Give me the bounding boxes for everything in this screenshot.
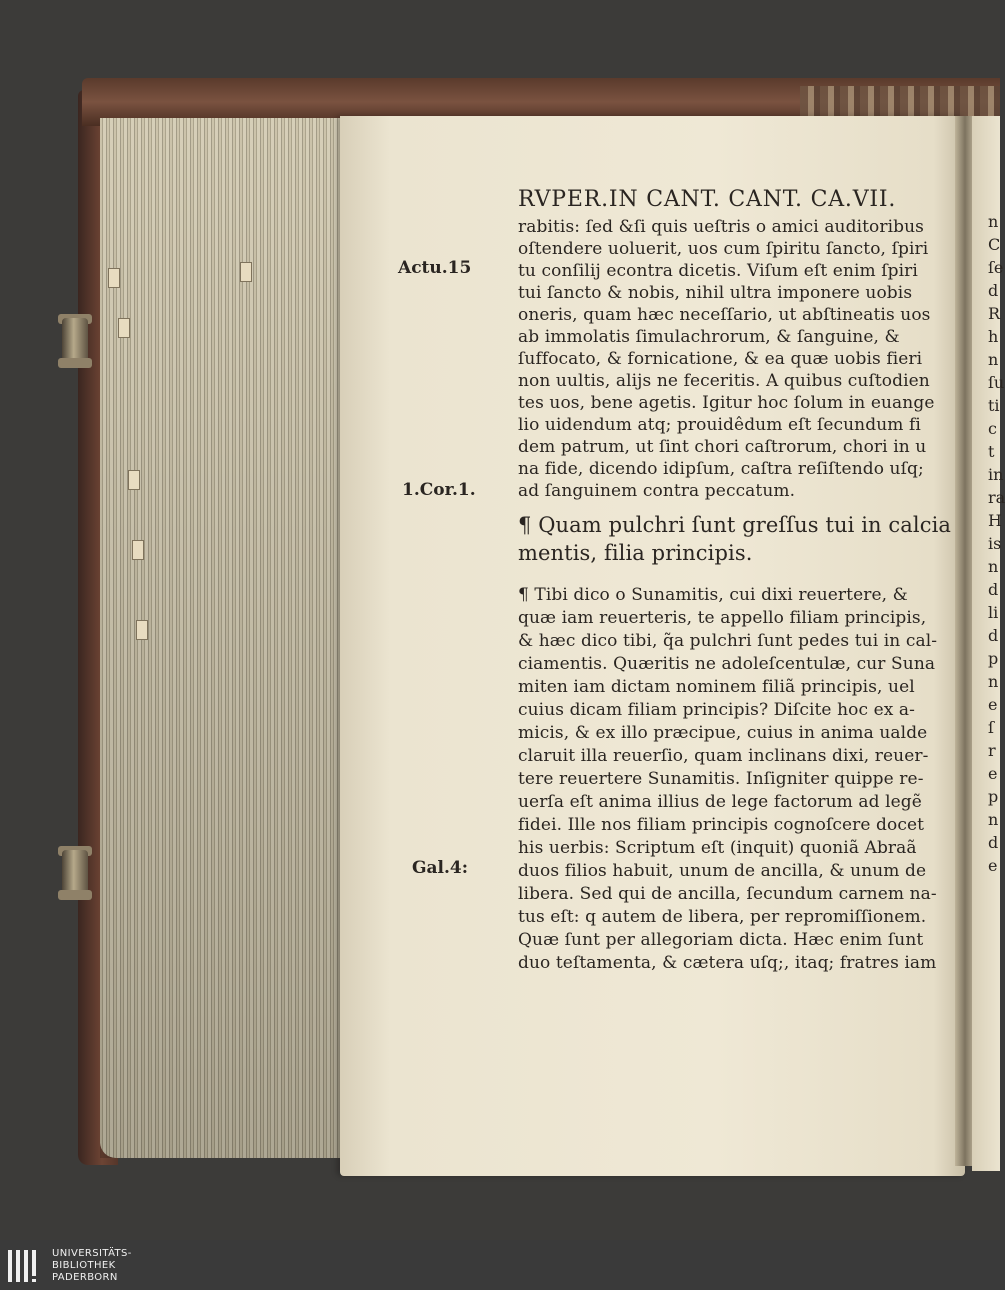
text-line: libera. Sed qui de ancilla, ſecundum carnem na- xyxy=(518,884,937,904)
text-line: ab immolatis ſimulachrorum, & ſanguine, & xyxy=(518,327,900,347)
right-page-fragment: h xyxy=(988,327,999,346)
right-page-fragment: is xyxy=(988,534,1002,553)
right-page-fragment: ſe xyxy=(988,258,1004,277)
right-page-fragment: H xyxy=(988,511,1002,530)
text-line: na fide, dicendo idipſum, caſtra reſiſtendo uſq; xyxy=(518,459,924,479)
page-tab xyxy=(240,262,252,282)
right-page-fragment: d xyxy=(988,626,999,645)
right-page-fragment: r xyxy=(988,741,996,760)
right-page-fragment: d xyxy=(988,833,999,852)
right-page-fragment: n xyxy=(988,810,999,829)
text-line: duos filios habuit, unum de ancilla, & unum de xyxy=(518,861,927,881)
page-tab xyxy=(108,268,120,288)
text-line: rabitis: ſed &ſi quis ueſtris o amici auditoribus xyxy=(518,217,925,237)
running-header: RVPER.IN CANT. CANT. CA.VII. xyxy=(518,187,897,212)
right-page-fragment: ſu xyxy=(988,373,1005,392)
footer-bar xyxy=(0,1240,1000,1290)
text-line: micis, & ex illo præcipue, cuius in anima ualde xyxy=(518,723,928,743)
right-page-fragment: e xyxy=(988,695,998,714)
text-line: ciamentis. Quæritis ne adoleſcentulæ, cur Suna xyxy=(518,654,936,674)
text-line: tu conſilij econtra dicetis. Viſum eſt enim ſpiri xyxy=(518,261,918,281)
text-line: his uerbis: Scriptum eſt (inquit) quoniã Abraã xyxy=(518,838,917,858)
text-line: oneris, quam hæc neceſſario, ut abſtineatis uos xyxy=(518,305,931,325)
text-line: ad ſanguinem contra peccatum. xyxy=(518,481,796,501)
verse-line: ¶ Quam pulchri ſunt greſſus tui in calcia xyxy=(518,513,952,537)
text-line: oſtendere uoluerit, uos cum ſpiritu ſancto, ſpiri xyxy=(518,239,929,259)
right-page-fragment: p xyxy=(988,787,999,806)
logo-line: UNIVERSITÄTS- xyxy=(52,1248,132,1259)
page-tab xyxy=(136,620,148,640)
right-page-fragment: ſ xyxy=(988,718,994,737)
library-logo-text xyxy=(52,1248,132,1284)
right-page-fragment: in xyxy=(988,465,1004,484)
right-page-fragment: d xyxy=(988,580,999,599)
text-line: tus eſt: q autem de libera, per repromiſſionem. xyxy=(518,907,927,927)
text-line: quæ iam reuerteris, te appello filiam principis, xyxy=(518,608,927,628)
right-page-fragment: R xyxy=(988,304,1001,323)
text-line: ¶ Tibi dico o Sunamitis, cui dixi reuertere, & xyxy=(518,585,908,605)
page-tab xyxy=(132,540,144,560)
right-page-fragment: ti xyxy=(988,396,1000,415)
right-page-fragment: e xyxy=(988,764,998,783)
right-page-fragment: n xyxy=(988,350,999,369)
text-line: uerſa eſt anima illius de lege factorum ad legẽ xyxy=(518,792,922,812)
library-logo-icon xyxy=(8,1250,44,1282)
right-page-fragment: n xyxy=(988,557,999,576)
text-line: claruit illa reuerſio, quam inclinans dixi, reuer- xyxy=(518,746,929,766)
text-line: cuius dicam filiam principis? Diſcite hoc ex a- xyxy=(518,700,916,720)
text-line: fidei. Ille nos filiam principis cognoſcere docet xyxy=(518,815,925,835)
text-line: lio uidendum atq; prouidêdum eſt ſecundum fi xyxy=(518,415,921,435)
logo-line: PADERBORN xyxy=(52,1272,118,1283)
right-page-fragment: t xyxy=(988,442,995,461)
text-line: non uultis, alijs ne feceritis. A quibus cuſtodien xyxy=(518,371,930,391)
margin-note-gal: Gal.4: xyxy=(412,858,469,878)
text-line: ſuffocato, & fornicatione, & ea quæ uobis fieri xyxy=(518,349,923,369)
text-line: dem patrum, ut ſint chori caſtrorum, chori in u xyxy=(518,437,927,457)
right-page-fragment: C xyxy=(988,235,1001,254)
logo-line: BIBLIOTHEK xyxy=(52,1260,116,1271)
clasp xyxy=(58,842,92,904)
right-page-fragment: n xyxy=(988,212,999,231)
text-line: Quæ ſunt per allegoriam dicta. Hæc enim ſunt xyxy=(518,930,924,950)
text-line: tere reuertere Sunamitis. Inſigniter quippe re- xyxy=(518,769,924,789)
clasp xyxy=(58,310,92,372)
text-line: duo teſtamenta, & cætera uſq;, itaq; fratres iam xyxy=(518,953,937,973)
page-tab xyxy=(118,318,130,338)
margin-note-cor: 1.Cor.1. xyxy=(402,480,476,500)
right-page-fragment: li xyxy=(988,603,999,622)
page-tab xyxy=(128,470,140,490)
right-page-fragment: ra xyxy=(988,488,1005,507)
right-page-fragment: n xyxy=(988,672,999,691)
spine-decoration xyxy=(800,86,1000,116)
right-page-fragment: c xyxy=(988,419,997,438)
text-line: tes uos, bene agetis. Igitur hoc ſolum in euange xyxy=(518,393,935,413)
right-page-fragment: d xyxy=(988,281,999,300)
margin-note-actu: Actu.15 xyxy=(398,258,472,278)
verse-line: mentis, filia principis. xyxy=(518,541,753,565)
text-line: miten iam dictam nominem filiã principis, uel xyxy=(518,677,915,697)
text-line: & hæc dico tibi, q̃a pulchri ſunt pedes tui in cal- xyxy=(518,631,938,651)
right-page-fragment: p xyxy=(988,649,999,668)
text-line: tui ſancto & nobis, nihil ultra imponere uobis xyxy=(518,283,913,303)
right-page-fragment: e xyxy=(988,856,998,875)
